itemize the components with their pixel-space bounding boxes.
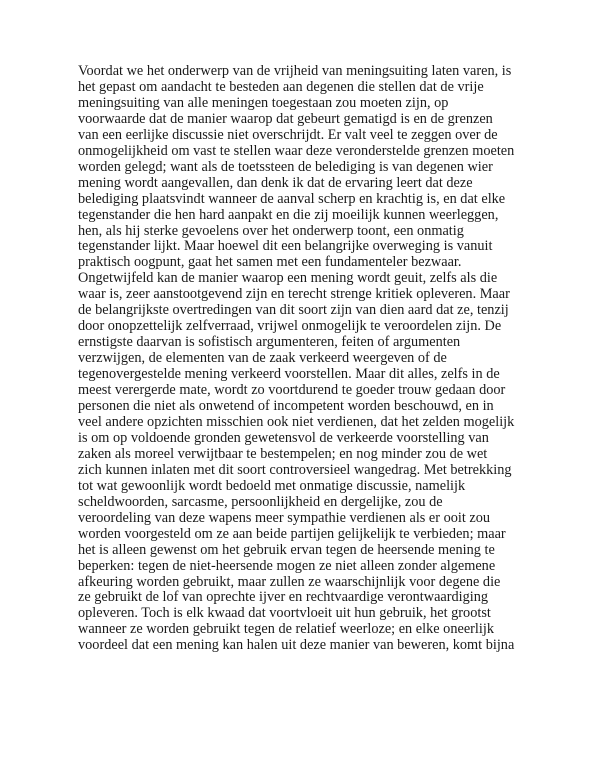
text-line: onmogelijkheid om vast te stellen waar deze veronderstelde grenzen moeten [78, 142, 515, 159]
text-line: van een eerlijke discussie niet overschrijdt. Er valt veel te zeggen over de [78, 126, 498, 143]
text-line: praktisch oogpunt, gaat het samen met een fundamenteler bezwaar. [78, 254, 462, 271]
text-line: door onopzettelijk zelfverraad, vrijwel onmogelijk te veroordelen zijn. De [78, 318, 502, 335]
text-line: personen die niet als onwetend of incompetent worden beschouwd, en in [78, 398, 494, 415]
text-line: meest verergerde mate, wordt zo voortdurend te goeder trouw gedaan door [78, 382, 506, 399]
text-line: waar is, zeer aanstootgevend zijn en terecht strenge kritiek opleveren. Maar [78, 286, 510, 303]
text-line: afkeuring worden gebruikt, maar zullen ze waarschijnlijk voor degene die [78, 573, 501, 590]
text-line: tot wat gewoonlijk wordt bedoeld met onmatige discussie, namelijk [78, 477, 466, 494]
text-line: veel andere opzichten misschien ook niet verdienen, dat het zelden mogelijk [78, 413, 515, 430]
text-line: het gepast om aandacht te besteden aan degenen die stellen dat de vrije [78, 78, 484, 95]
text-line: veroordeling van deze wapens meer sympathie verdienen als er ooit zou [78, 509, 491, 526]
text-line: zich kunnen inlaten met dit soort controversieel wangedrag. Met betrekking [78, 461, 512, 478]
text-line: opleveren. Toch is elk kwaad dat voortvloeit uit hun gebruik, het grootst [78, 605, 491, 622]
text-line: hen, als hij sterke gevoelens over het onderwerp toont, een onmatig [78, 222, 464, 239]
text-line: mening wordt aangevallen, dan denk ik dat de ervaring leert dat deze [78, 174, 473, 191]
text-line: het is alleen gewenst om het gebruik ervan tegen de heersende mening te [78, 541, 495, 558]
text-line: Ongetwijfeld kan de manier waarop een mening wordt geuit, zelfs als die [78, 270, 498, 287]
text-line: verzwijgen, de elementen van de zaak verkeerd weergeven of de [78, 350, 447, 367]
text-line: meningsuiting van alle meningen toegestaan zou moeten zijn, op [78, 94, 449, 111]
text-line: worden gelegd; want als de toetssteen de belediging is van degenen wier [78, 158, 493, 175]
text-line: zaken als moreel verwijtbaar te bestempelen; en nog minder zou de wet [78, 445, 488, 462]
text-line: belediging plaatsvindt wanneer de aanval scherp en krachtig is, en dat elke [78, 190, 506, 207]
text-line: voordeel dat een mening kan halen uit deze manier van beweren, komt bijna [78, 637, 515, 654]
text-line: tegenovergestelde mening verkeerd voorstellen. Maar dit alles, zelfs in de [78, 366, 500, 383]
text-line: Voordat we het onderwerp van de vrijheid van meningsuiting laten varen, is [78, 63, 512, 79]
text-line: worden voorgesteld om ze aan beide partijen gelijkelijk te verbieden; maar [78, 525, 506, 542]
text-line: beperken: tegen de niet-heersende mogen ze niet alleen zonder algemene [78, 557, 496, 574]
body-paragraph [78, 64, 548, 654]
text-line: ernstigste daarvan is sofistisch argumenteren, feiten of argumenten [78, 334, 461, 351]
text-line: is om op voldoende gronden gewetensvol de verkeerde voorstelling van [78, 429, 489, 446]
text-line: wanneer ze worden gebruikt tegen de relatief weerloze; en elke oneerlijk [78, 621, 494, 638]
text-line: de belangrijkste overtredingen van dit soort zijn van dien aard dat ze, tenzij [78, 302, 509, 319]
text-line: voorwaarde dat de manier waarop dat gebeurt gematigd is en de grenzen [78, 110, 493, 127]
text-line: ze gebruikt de lof van oprechte ijver en rechtvaardige verontwaardiging [78, 589, 489, 606]
text-line: tegenstander die hen hard aanpakt en die zij moeilijk kunnen weerleggen, [78, 206, 499, 223]
text-line: tegenstander lijkt. Maar hoewel dit een belangrijke overweging is vanuit [78, 238, 493, 255]
text-line: scheldwoorden, sarcasme, persoonlijkheid en dergelijke, zou de [78, 493, 443, 510]
